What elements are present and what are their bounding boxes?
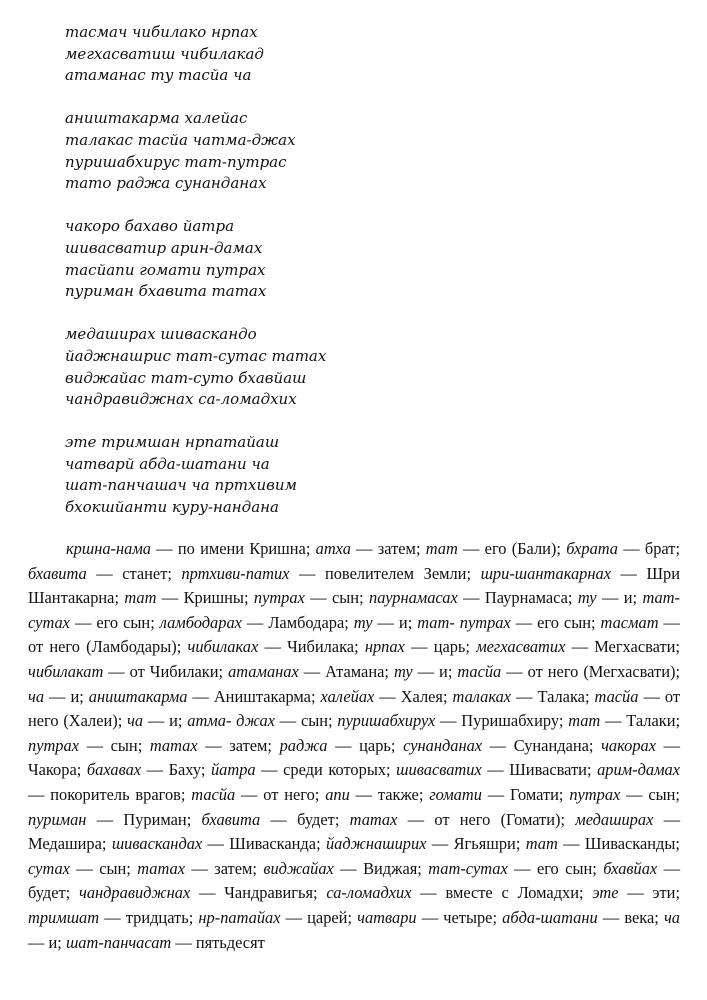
gloss-term: атха: [315, 539, 351, 558]
gloss-meaning: по имени Кришна: [177, 539, 306, 558]
gloss-meaning: Пуриман: [123, 809, 187, 829]
gloss-meaning: будет: [297, 809, 335, 829]
gloss-meaning: и: [48, 932, 58, 952]
verse-line: эте тримшан нрпатайаш: [65, 433, 280, 452]
gloss-meaning: сын: [110, 735, 138, 755]
gloss-meaning: от Чибилаки: [129, 661, 219, 681]
gloss-term: бхавита: [28, 563, 87, 583]
gloss-meaning: эти: [652, 883, 676, 903]
gloss-meaning: Талака: [537, 686, 585, 706]
gloss-meaning: Мегхасвати: [594, 637, 676, 657]
gloss-meaning: царей: [307, 907, 348, 927]
gloss-meaning: царь: [433, 637, 466, 657]
gloss-term: йаджнаширих: [325, 834, 427, 854]
gloss-term: тасйа: [457, 661, 502, 681]
gloss-term: бхавйах: [603, 858, 658, 878]
gloss-term: путрах: [28, 735, 79, 755]
gloss-meaning: и: [623, 588, 633, 608]
gloss-term: халейах: [320, 686, 375, 706]
gloss-term: тасйа: [594, 686, 639, 706]
gloss-term: чибилакат: [28, 661, 104, 681]
gloss-term: эте: [592, 883, 619, 903]
gloss-meaning: его (Бали): [484, 539, 557, 558]
gloss-term: чатвари: [357, 907, 417, 927]
verse-line: чандравиджнах са-ломадхих: [65, 390, 297, 409]
gloss-meaning: и: [169, 711, 178, 731]
gloss-term: сутах: [28, 858, 70, 878]
gloss-term: путрах: [253, 588, 305, 608]
gloss-meaning: от него (Ламбодары): [28, 637, 177, 657]
verse-line: талакас тасйа чатма-джах: [65, 130, 296, 149]
verse-line: виджайас тат-суто бхавйаш: [65, 368, 307, 387]
gloss-term: са-ломадхих: [326, 883, 412, 903]
verse-line: медаширах шиваскандо: [65, 325, 257, 344]
gloss-meaning: Шивасканды: [584, 834, 676, 854]
gloss-meaning: Баху: [168, 760, 201, 780]
gloss-term: тат: [124, 588, 157, 608]
gloss-meaning: от него (Гомати): [434, 809, 561, 829]
gloss-term: пуриман: [28, 809, 87, 829]
gloss-term: ту: [393, 661, 413, 681]
gloss-term: раджа: [279, 735, 328, 755]
verse-line: тасмач чибилако нрпах: [65, 23, 258, 41]
verse-line: пуриман бхавита татах: [65, 282, 267, 301]
verse-line: атаманас ту тасйа ча: [65, 66, 252, 85]
gloss-term: шивасватих: [396, 760, 482, 780]
gloss-term: йатра: [210, 760, 256, 780]
gloss-meaning: и: [70, 686, 80, 706]
verse-line: пуришабхирус тат-путрас: [65, 152, 287, 171]
gloss-meaning: Чибилака: [287, 637, 355, 657]
word-for-word-gloss: кршна-нама — по имени Кришна; атха — затем; тат — его (Бали); бхрата — брат; бхавита — станет; пртхиви-патих — повелителем Земли; шри-шантакарнах — Шри Шантакарна; тат — Кришны; путрах — сын; паурнамасах — Паурнамаса; ту — и; тат- сутах — его сын; ламбодарах — Ламбодара; ту — и; тат- путрах — его сын; тасмат — от него (Ламбодары); чибилаках — Чибилака; нрпах — царь; мегхасватих — Мегхасвати; чибилакат — от Чибилаки; атаманах — Атамана; ту — и; тасйа — от него (Мегхасвати); ча — и; аништакарма — Аништакарма; халейах — Халея; талаках — Талака; тасйа — от него (Халеи); ча — и; атма- джах — сын; пуришабхирух — Пуришабхиру; тат — Талаки; путрах — сын; татах — затем; раджа — царь; сунанданах — Сунандана; чакорах — Чакора; бахавах — Баху; йатра — среди которых; шивасватих — Шивасвати; арим-дамах — покоритель врагов; тасйа — от него; апи — также; гомати — Гомати; путрах — сын; пуриман — Пуриман; бхавита — будет; татах — от него (Гомати); медаширах — Медашира; шиваскандах — Шиваскандa; йаджнаширих — Ягьяшри; тат — Шивасканды; сутах — сын; татах — затем; виджайах — Виджая; тат-сутах — его сын; бхавйах — будет; чандравиджнах — Чандравигья; са-ломадхих — вместе с Ломадхи; эте — эти; тримшат — тридцать; нр-патайах — царей; чатвари — четыре; абда-шатани — века; ча — и; шат-панчасат — пятьдесят: [28, 539, 681, 952]
gloss-term: тасйа: [191, 784, 236, 804]
gloss-meaning: Сунандана: [513, 735, 589, 755]
gloss-meaning: века: [624, 907, 655, 927]
gloss-term: аништакарма: [88, 686, 188, 706]
gloss-meaning: Шивасвати: [509, 760, 587, 780]
gloss-meaning: Чакора: [28, 760, 77, 780]
gloss-term: нр-патайах: [198, 907, 281, 927]
gloss-meaning: Чандравигья: [224, 883, 314, 903]
gloss-meaning: станет: [122, 563, 168, 583]
gloss-term: татах: [349, 809, 398, 829]
gloss-term: талаках: [452, 686, 512, 706]
gloss-meaning: Талаки: [626, 711, 676, 731]
gloss-meaning: от него (Мегхасвати): [527, 661, 676, 681]
verse-block: [65, 22, 326, 519]
gloss-term: медаширах: [575, 809, 654, 829]
gloss-meaning: царь: [359, 735, 391, 755]
gloss-meaning: его сын: [537, 612, 591, 632]
gloss-meaning: Кришны: [183, 588, 244, 608]
gloss-term: тат- путрах: [417, 612, 511, 632]
gloss-term: шат-панчасат: [65, 932, 172, 952]
gloss-meaning: тридцать: [125, 907, 189, 927]
verse-line: аништакарма халейас: [65, 109, 248, 128]
gloss-term: ча: [28, 686, 45, 706]
verse-stanza: [65, 216, 326, 302]
verse-stanza: [65, 324, 326, 410]
gloss-term: тримшат: [28, 907, 100, 927]
gloss-meaning: затем: [214, 858, 253, 878]
gloss-meaning: Паурнамаса: [484, 588, 568, 608]
gloss-meaning: покоритель врагов: [50, 784, 181, 804]
gloss-term: бхавита: [201, 809, 261, 829]
gloss-term: шиваскандах: [111, 834, 203, 854]
gloss-term: путрах: [569, 784, 621, 804]
gloss-term: ча: [127, 711, 144, 731]
gloss-meaning: сын: [648, 784, 676, 804]
gloss-term: мегхасватих: [476, 637, 566, 657]
gloss-term: тат: [568, 711, 601, 731]
gloss-meaning: затем: [377, 539, 416, 558]
gloss-meaning: сын: [332, 588, 360, 608]
gloss-meaning: Ягьяшри: [453, 834, 516, 854]
verse-stanza: [65, 432, 326, 518]
gloss-meaning: его сын: [96, 612, 151, 632]
gloss-meaning: вместе с Ломадхи: [445, 883, 579, 903]
gloss-meaning: затем: [229, 735, 268, 755]
gloss-term: ламбодарах: [159, 612, 242, 632]
gloss-term: виджайах: [263, 858, 334, 878]
gloss-meaning: Пуришабхиру: [461, 711, 559, 731]
gloss-term: ча: [663, 907, 680, 927]
gloss-term: апи: [325, 784, 350, 804]
gloss-meaning: пятьдесят: [195, 932, 265, 952]
gloss-meaning: брат: [644, 539, 676, 558]
gloss-term: тат- сутах: [28, 588, 680, 632]
gloss-meaning: Виджая: [363, 858, 418, 878]
gloss-meaning: сын: [99, 858, 127, 878]
gloss-meaning: Халея: [400, 686, 443, 706]
gloss-meaning: также: [377, 784, 419, 804]
gloss-meaning: Аништакарма: [213, 686, 311, 706]
gloss-meaning: и: [439, 661, 448, 681]
gloss-term: абда-шатани: [502, 907, 598, 927]
gloss-term: атаманах: [228, 661, 299, 681]
gloss-term: пртхиви-патих: [181, 563, 290, 583]
gloss-term: тат: [425, 539, 458, 558]
gloss-term: татах: [149, 735, 198, 755]
gloss-term: атма- джах: [187, 711, 275, 731]
gloss-meaning: сын: [300, 711, 329, 731]
gloss-meaning: будет: [28, 883, 66, 903]
gloss-meaning: повелителем Земли: [324, 563, 467, 583]
gloss-meaning: от него (Халеи): [28, 686, 681, 731]
verse-line: чакоро бахаво йатра: [65, 217, 235, 236]
verse-stanza: [65, 108, 326, 194]
gloss-term: кршна-нама: [66, 539, 152, 558]
gloss-meaning: Медашира: [28, 834, 102, 854]
gloss-term: чакорах: [601, 735, 656, 755]
gloss-term: чибилаках: [187, 637, 259, 657]
gloss-term: ту: [353, 612, 373, 632]
gloss-term: бахавах: [86, 760, 142, 780]
verse-line: мегхасватиш чибилакад: [65, 44, 264, 63]
gloss-meaning: Шиваскандa: [229, 834, 317, 854]
gloss-term: тасмат: [600, 612, 659, 632]
verse-line: тато раджа сунанданах: [65, 174, 267, 193]
gloss-term: чандравиджнах: [79, 883, 191, 903]
gloss-term: паурнамасах: [369, 588, 458, 608]
verse-line: чатварй абда-шатани ча: [65, 454, 270, 473]
gloss-term: татах: [137, 858, 185, 878]
gloss-meaning: среди которых: [283, 760, 387, 780]
gloss-meaning: Атамана: [325, 661, 385, 681]
gloss-term: бхрата: [566, 539, 619, 558]
gloss-term: сунанданах: [403, 735, 483, 755]
verse-line: йаджнашрис тат-сутас татах: [65, 346, 327, 365]
gloss-meaning: от него: [263, 784, 315, 804]
verse-stanza: [65, 22, 326, 87]
gloss-meaning: Гомати: [509, 784, 559, 804]
gloss-term: гомати: [429, 784, 482, 804]
gloss-term: шри-шантакарнах: [480, 563, 611, 583]
gloss-meaning: четыре: [443, 907, 493, 927]
gloss-term: тат-сутах: [428, 858, 508, 878]
verse-line: бхокшйанти куру-нандана: [65, 498, 279, 517]
gloss-meaning: Ламбодара: [268, 612, 345, 632]
verse-line: шат-панчашач ча пртхивим: [65, 476, 297, 495]
gloss-term: ту: [577, 588, 597, 608]
gloss-term: арим-дамах: [597, 760, 681, 780]
gloss-term: нрпах: [364, 637, 405, 657]
gloss-meaning: его сын: [536, 858, 593, 878]
gloss-term: пуришабхирух: [337, 711, 436, 731]
gloss-meaning: и: [398, 612, 408, 632]
verse-line: шивасватир арин-дамах: [65, 238, 263, 257]
gloss-term: тат: [525, 834, 558, 854]
verse-line: тасйапи гомати путрах: [65, 260, 266, 279]
gloss-meaning: Шри Шантакарна: [28, 563, 680, 608]
